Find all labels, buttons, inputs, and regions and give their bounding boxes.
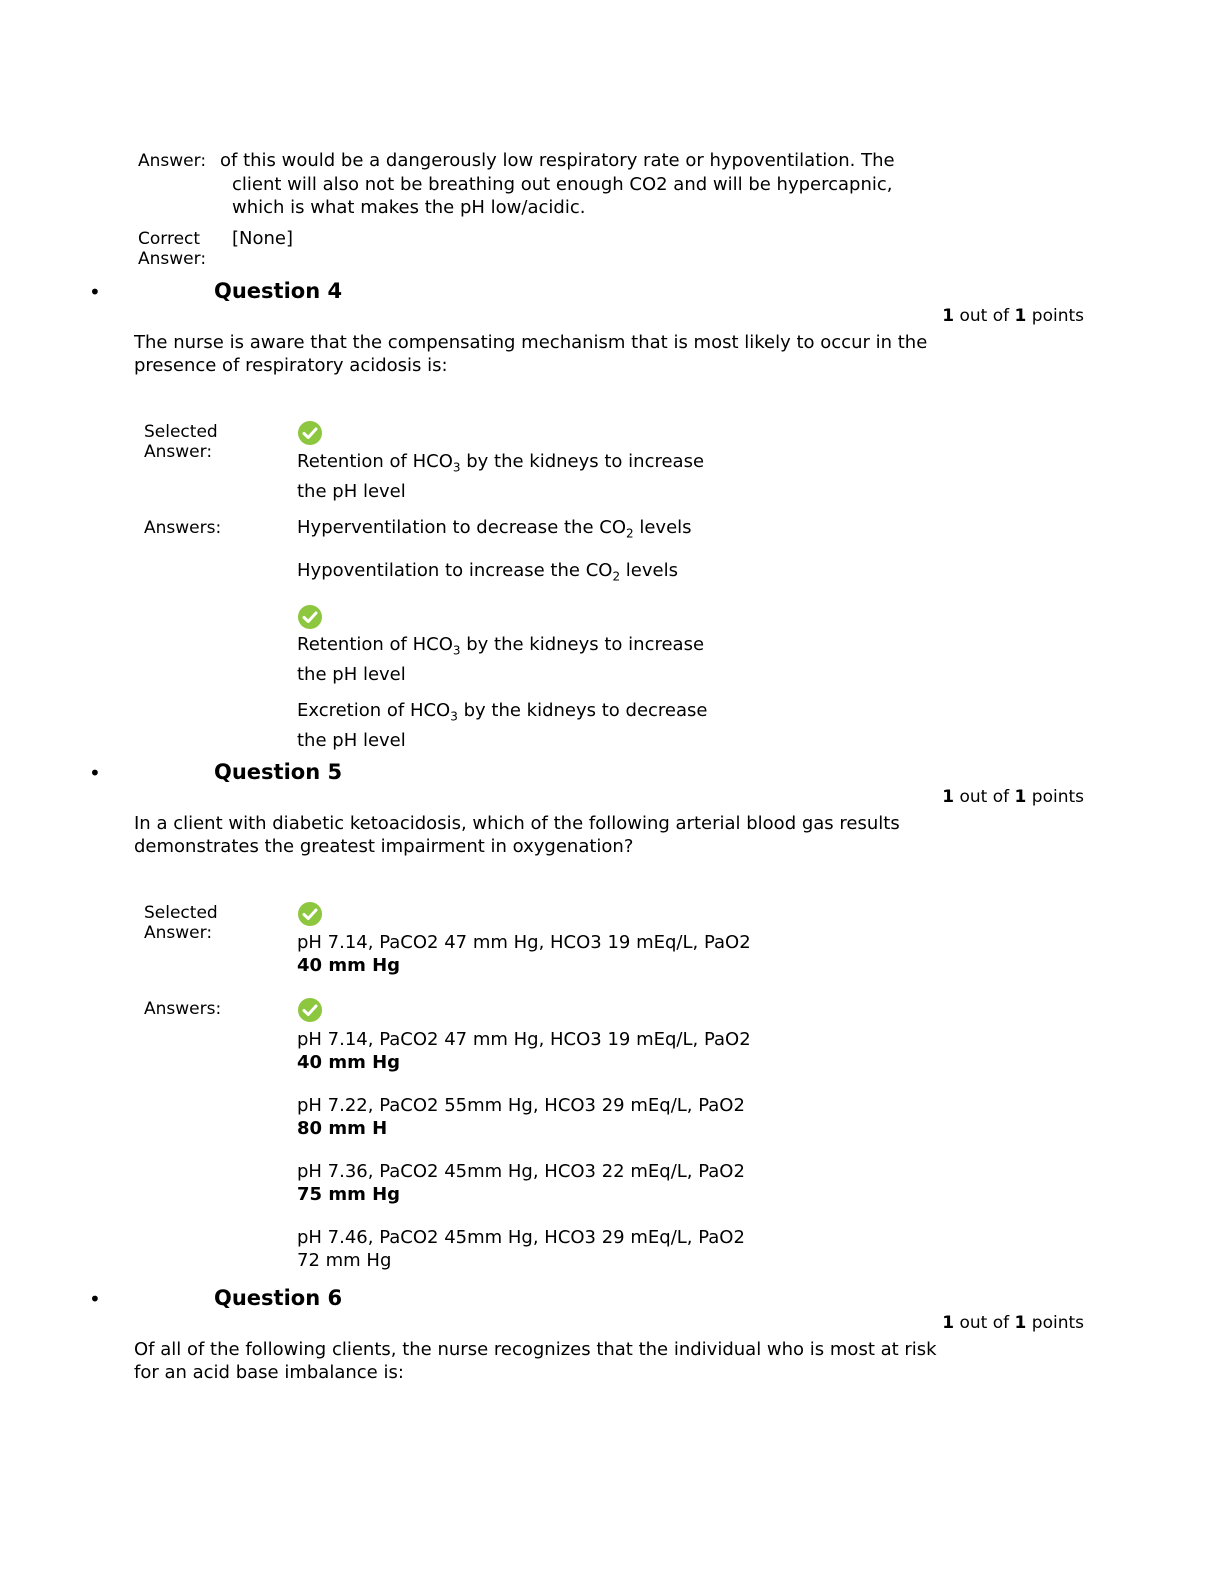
selected-answer-label: Selected Answer: — [144, 422, 218, 462]
q5-option-3: pH 7.36, PaCO2 45mm Hg, HCO3 22 mEq/L, PaO2 75 mm Hg — [297, 1161, 745, 1205]
check-icon — [297, 901, 323, 927]
question-6-bullet: • — [89, 1287, 101, 1311]
question-6-title: Question 6 — [214, 1286, 343, 1310]
answer-label: Answer: — [138, 151, 207, 171]
q4-option-4: Excretion of $HCO_3$ by the kidneys to decrease the pH level — [297, 700, 708, 751]
question-4-prompt: The nurse is aware that the compensating mechanism that is most likely to occur in the presence of respiratory acidosis is: — [134, 332, 928, 376]
answers-label: Answers: — [144, 999, 222, 1019]
q4-option-1: Hyperventilation to decrease the $CO_2$ levels — [297, 517, 692, 541]
q5-option-1: pH 7.14, PaCO2 47 mm Hg, HCO3 19 mEq/L, PaO2 40 mm Hg — [297, 1029, 751, 1073]
q5-selected-answer: pH 7.14, PaCO2 47 mm Hg, HCO3 19 mEq/L, PaO2 40 mm Hg — [297, 932, 751, 976]
check-icon — [297, 604, 323, 630]
question-5-title: Question 5 — [214, 760, 343, 784]
answer-text-line-3: which is what makes the pH low/acidic. — [232, 197, 586, 218]
question-5-prompt: In a client with diabetic ketoacidosis, which of the following arterial blood gas results demonstrates the greatest impairment in oxygenation? — [134, 813, 900, 857]
q4-option-3: Retention of $HCO_3$ by the kidneys to increase the pH level — [297, 634, 705, 685]
correct-answer-value: [None] — [232, 228, 294, 249]
correct-answer-label: Correct Answer: — [138, 229, 207, 269]
question-4-title: Question 4 — [214, 279, 343, 303]
check-icon — [297, 997, 323, 1023]
answer-text-line-1: of this would be a dangerously low respiratory rate or hypoventilation. The — [220, 150, 895, 171]
question-4-bullet: • — [89, 280, 101, 304]
q4-option-2: Hypoventilation to increase the $CO_2$ levels — [297, 560, 678, 584]
selected-answer-label: Selected Answer: — [144, 903, 218, 943]
question-6-points: 1 out of 1 points — [942, 1313, 1084, 1333]
q5-option-4: pH 7.46, PaCO2 45mm Hg, HCO3 29 mEq/L, PaO2 72 mm Hg — [297, 1227, 745, 1271]
question-4-points: 1 out of 1 points — [942, 306, 1084, 326]
question-6-prompt: Of all of the following clients, the nurse recognizes that the individual who is most at risk for an acid base imbalance is: — [134, 1339, 937, 1383]
q5-option-2: pH 7.22, PaCO2 55mm Hg, HCO3 29 mEq/L, PaO2 80 mm H — [297, 1095, 745, 1139]
check-icon — [297, 420, 323, 446]
answer-text-line-2: client will also not be breathing out enough CO2 and will be hypercapnic, — [232, 174, 893, 195]
q4-selected-answer: Retention of $HCO_3$ by the kidneys to increase the pH level — [297, 451, 705, 502]
question-5-points: 1 out of 1 points — [942, 787, 1084, 807]
question-5-bullet: • — [89, 761, 101, 785]
answers-label: Answers: — [144, 518, 222, 538]
